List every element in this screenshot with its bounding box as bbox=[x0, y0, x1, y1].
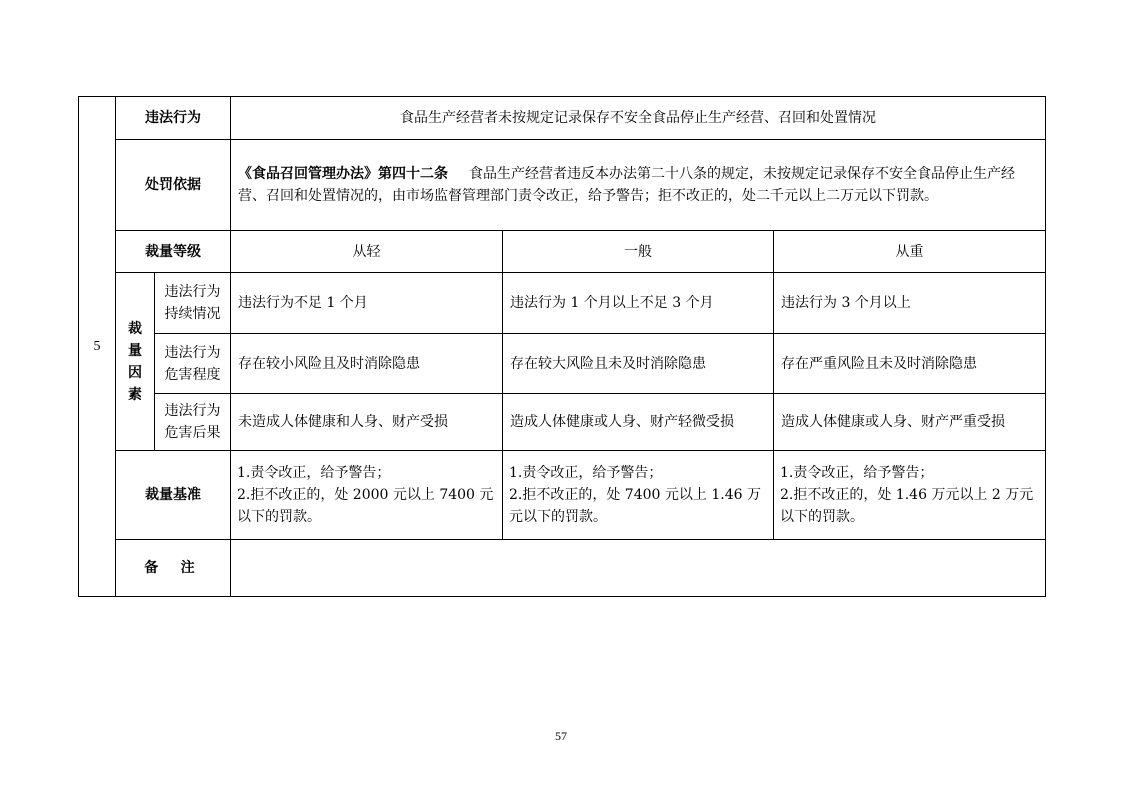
factor-row-harm-degree bbox=[79, 334, 1046, 394]
factor-name-harm-degree: 违法行为 危害程度 bbox=[155, 334, 231, 394]
level-general: 一般 bbox=[503, 231, 774, 273]
standard-cell-severe: 1.责令改正，给予警告； 2.拒不改正的，处 1.46 万元以上 2 万元以下的罚款。 bbox=[774, 451, 1046, 540]
factor-name-duration: 违法行为 持续情况 bbox=[155, 273, 231, 334]
factor-row-harm-consequence bbox=[79, 394, 1046, 451]
standard-row bbox=[79, 451, 1046, 540]
factor-cell: 存在较小风险且及时消除隐患 bbox=[231, 334, 503, 394]
violation-row bbox=[79, 97, 1046, 140]
violation-label: 违法行为 bbox=[116, 97, 231, 140]
levels-row bbox=[79, 231, 1046, 273]
basis-label: 处罚依据 bbox=[116, 140, 231, 231]
factor-cell: 未造成人体健康和人身、财产受损 bbox=[231, 394, 503, 451]
factor-group-label: 裁 量 因 素 bbox=[116, 273, 155, 451]
remarks-label: 备注 bbox=[116, 540, 231, 597]
factor-name-harm-consequence: 违法行为 危害后果 bbox=[155, 394, 231, 451]
page-number: 57 bbox=[555, 729, 567, 743]
remarks-row bbox=[79, 540, 1046, 597]
standard-cell-general: 1.责令改正，给予警告； 2.拒不改正的，处 7400 元以上 1.46 万元以下的罚款。 bbox=[503, 451, 774, 540]
basis-cell bbox=[231, 140, 1046, 231]
factor-cell: 违法行为不足 1 个月 bbox=[231, 273, 503, 334]
factor-cell: 违法行为 1 个月以上不足 3 个月 bbox=[503, 273, 774, 334]
basis-text: 食品生产经营者违反本办法第二十八条的规定，未按规定记录保存不安全食品停止生产经营、召回和处置情况的，由市场监督管理部门责令改正，给予警告；拒不改正的，处二千元以上二万元以下罚款。 bbox=[238, 166, 1015, 204]
factor-row-duration bbox=[79, 273, 1046, 334]
entry-number: 5 bbox=[79, 97, 116, 597]
level-severe: 从重 bbox=[774, 231, 1046, 273]
penalty-discretion-table bbox=[78, 96, 1046, 597]
factor-cell: 造成人体健康或人身、财产轻微受损 bbox=[503, 394, 774, 451]
level-lenient: 从轻 bbox=[231, 231, 503, 273]
factor-cell: 违法行为 3 个月以上 bbox=[774, 273, 1046, 334]
standard-label: 裁量基准 bbox=[116, 451, 231, 540]
factor-cell: 存在较大风险且未及时消除隐患 bbox=[503, 334, 774, 394]
levels-label: 裁量等级 bbox=[116, 231, 231, 273]
standard-cell-lenient: 1.责令改正，给予警告； 2.拒不改正的，处 2000 元以上 7400 元以下的罚款。 bbox=[231, 451, 503, 540]
violation-text: 食品生产经营者未按规定记录保存不安全食品停止生产经营、召回和处置情况 bbox=[231, 97, 1046, 140]
factor-cell: 造成人体健康或人身、财产严重受损 bbox=[774, 394, 1046, 451]
basis-row bbox=[79, 140, 1046, 231]
remarks-content bbox=[231, 540, 1046, 597]
factor-cell: 存在严重风险且未及时消除隐患 bbox=[774, 334, 1046, 394]
regulation-title: 《食品召回管理办法》第四十二条 bbox=[238, 166, 448, 182]
